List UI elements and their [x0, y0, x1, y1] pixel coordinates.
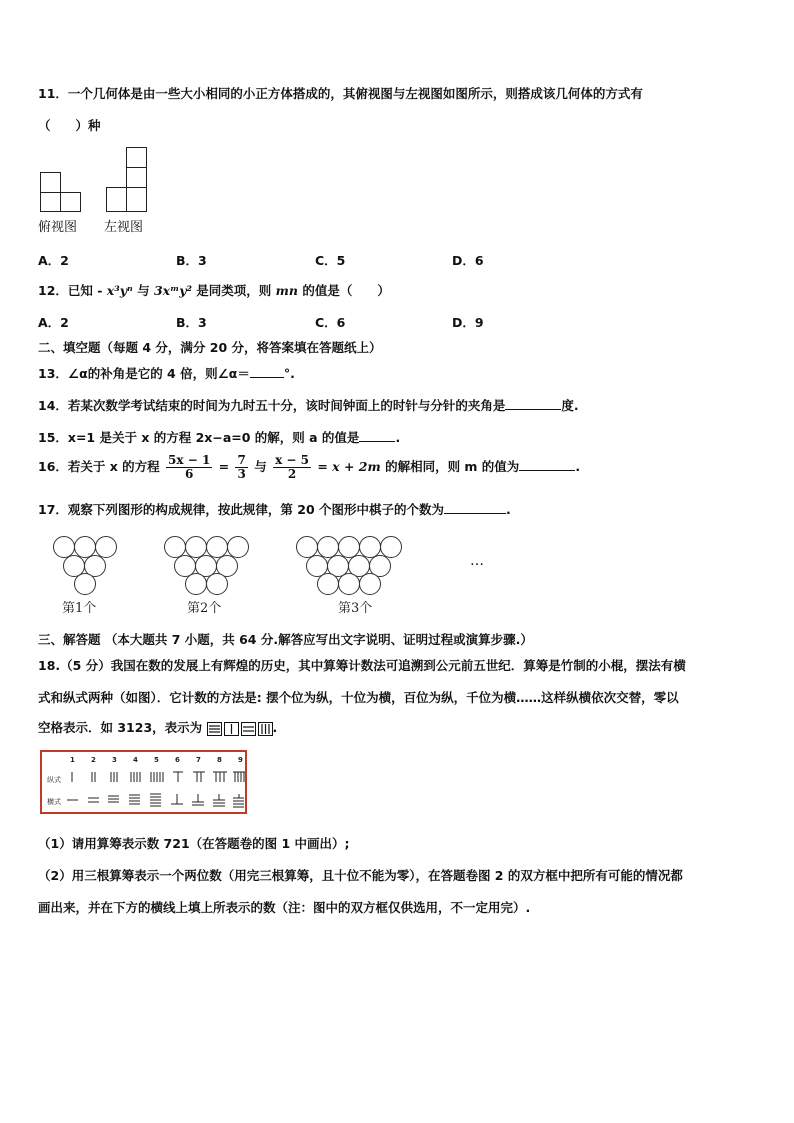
- section-2-heading: 二、填空题（每题 4 分，满分 20 分，将答案填在答题纸上）: [38, 340, 382, 355]
- q12-option-c[interactable]: C．6: [315, 315, 346, 330]
- q14-stem: 14．若某次数学考试结束的时间为九时五十分，该时间钟面上的时针与分针的夹角是 度.: [38, 398, 579, 413]
- q13-answer-blank[interactable]: [250, 365, 284, 378]
- table-digit: 1: [70, 756, 75, 764]
- q17-figure-2-label: 第2个: [187, 601, 222, 616]
- q11-options: [38, 251, 538, 267]
- q18-stem-line3: 空格表示．如 3123，表示为 .: [38, 720, 278, 735]
- q11-stem-line2: （ ）种: [38, 118, 101, 133]
- table-digit: 9: [238, 756, 243, 764]
- q18-stem-line2: 式和纵式两种（如图）．它计数的方法是: 摆个位为纵，十位为横，百位为纵，千位为横……这样纵横依次交替，零以: [38, 690, 679, 705]
- q12-option-b[interactable]: B．3: [176, 315, 207, 330]
- q14-answer-blank[interactable]: [505, 397, 561, 410]
- q12-option-d[interactable]: D．9: [452, 315, 484, 330]
- q18-rod-numeral-3123: [207, 722, 273, 736]
- q11-left-view-label: 左视图: [104, 220, 144, 235]
- table-digit: 6: [175, 756, 180, 764]
- q17-ellipsis: …: [470, 553, 484, 569]
- q18-sub1: （1）请用算筹表示数 721（在答题卷的图 1 中画出）;: [38, 836, 350, 851]
- q18-stem-line1: 18.（5 分）我国在数的发展上有辉煌的历史，其中算筹计数法可追溯到公元前五世纪．算筹是竹制的小棍，摆法有横: [38, 658, 686, 673]
- q18-rod-numeral-table: [40, 750, 247, 814]
- q11-top-view-label: 俯视图: [38, 220, 78, 235]
- q18-sub2-line1: （2）用三根算筹表示一个两位数（用完三根算筹，且十位不能为零），在答题卷图 2 的双方框中把所有可能的情况都: [38, 868, 683, 883]
- q17-stem: 17．观察下列图形的构成规律，按此规律，第 20 个图形中棋子的个数为 .: [38, 502, 511, 517]
- q16-fraction-1: $\frac{5x - 1}{6}$: [168, 453, 211, 481]
- q11-option-b[interactable]: B．3: [176, 253, 207, 268]
- q15-answer-blank[interactable]: [359, 429, 395, 442]
- rod-numeral-glyphs: [42, 752, 245, 812]
- q11-stem-line1: 11．一个几何体是由一些大小相同的小正方体搭成的，其俯视图与左视图如图所示，则搭成该几何体的方式有: [38, 86, 643, 101]
- q12-option-a[interactable]: A．2: [38, 315, 69, 330]
- q16-fraction-2: $\frac{7}{3}$: [237, 453, 246, 481]
- q15-stem: 15．x=1 是关于 x 的方程 2x−a=0 的解，则 a 的值是 .: [38, 430, 401, 445]
- table-digit: 3: [112, 756, 117, 764]
- table-digit: 4: [133, 756, 138, 764]
- q17-answer-blank[interactable]: [444, 501, 506, 514]
- q12-stem: 12．已知 - x³yⁿ 与 3xᵐy² 是同类项，则 mn 的值是（ ）: [38, 283, 390, 298]
- q16-fraction-3: $\frac{x - 5}{2}$: [275, 453, 309, 481]
- q17-figure-1-label: 第1个: [62, 601, 97, 616]
- q11-option-c[interactable]: C．5: [315, 253, 346, 268]
- q11-option-d[interactable]: D．6: [452, 253, 484, 268]
- q18-sub2-line2: 画出来，并在下方的横线上填上所表示的数（注：图中的双方框仅供选用，不一定用完）.: [38, 900, 531, 915]
- q17-figure-3-label: 第3个: [338, 601, 373, 616]
- q11-option-a[interactable]: A．2: [38, 253, 69, 268]
- table-digit: 7: [196, 756, 201, 764]
- section-3-heading: 三、解答题 （本大题共 7 小题，共 64 分.解答应写出文字说明、证明过程或演算步骤.）: [38, 632, 533, 647]
- table-digit: 5: [154, 756, 159, 764]
- q16-answer-blank[interactable]: [519, 458, 575, 471]
- q12-options: [38, 313, 538, 329]
- table-digit: 8: [217, 756, 222, 764]
- table-digit: 2: [91, 756, 96, 764]
- q13-stem: 13．∠α的补角是它的 4 倍，则∠α＝ °.: [38, 366, 295, 381]
- row-label-horizontal: 横式: [47, 798, 61, 806]
- row-label-vertical: 纵式: [47, 776, 61, 784]
- q16-stem: 16．若关于 x 的方程 $\frac{5x - 1}{6}$ = $\frac{7}{3}$ 与 $\frac{x - 5}{2}$ = x + 2m 的解相同，则 m 的值为 .: [38, 453, 581, 481]
